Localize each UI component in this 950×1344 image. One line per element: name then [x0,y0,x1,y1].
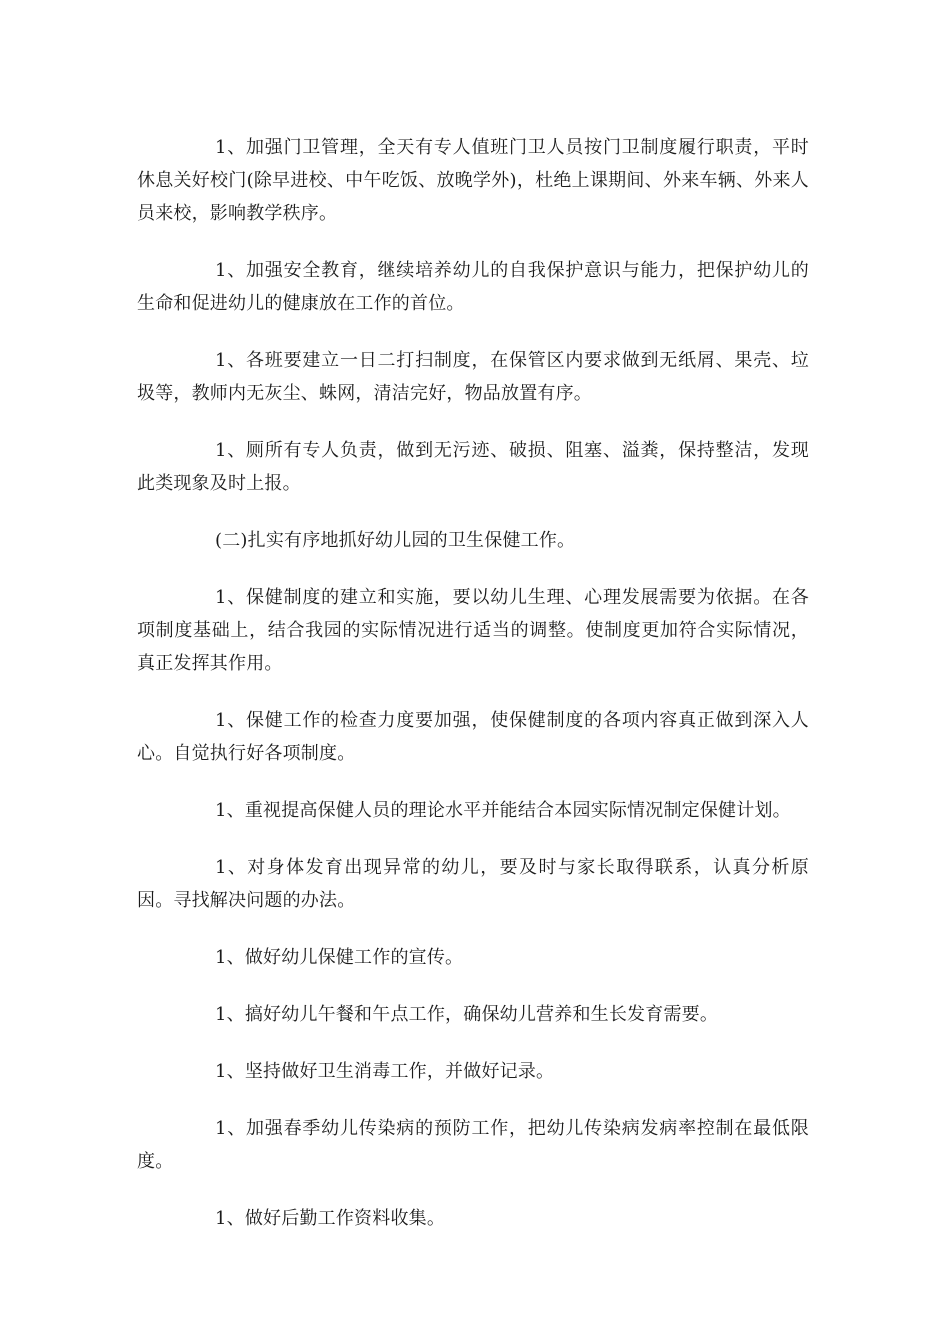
paragraph-health-system: 1、保健制度的建立和实施，要以幼儿生理、心理发展需要为依据。在各项制度基础上，结合我园的实际情况进行适当的调整。使制度更加符合实际情况，真正发挥其作用。 [137,587,809,674]
paragraph-disease-prevention: 1、加强春季幼儿传染病的预防工作，把幼儿传染病发病率控制在最低限度。 [137,1118,809,1172]
paragraph-health-inspection: 1、保健工作的检查力度要加强，使保健制度的各项内容真正做到深入人心。自觉执行好各项制度。 [137,710,809,764]
document-page [137,131,809,1259]
paragraph-class-cleaning: 1、各班要建立一日二打扫制度，在保管区内要求做到无纸屑、果壳、垃圾等，教师内无灰尘、蛛网，清洁完好，物品放置有序。 [137,350,809,404]
paragraph-meals: 1、搞好幼儿午餐和午点工作，确保幼儿营养和生长发育需要。 [215,1004,719,1025]
paragraph-disinfection: 1、坚持做好卫生消毒工作，并做好记录。 [215,1061,555,1082]
paragraph-gate-management: 1、加强门卫管理，全天有专人值班门卫人员按门卫制度履行职责，平时休息关好校门(除早进校、中午吃饭、放晚学外)，杜绝上课期间、外来车辆、外来人员来校，影响教学秩序。 [137,137,809,224]
paragraph-staff-training: 1、重视提高保健人员的理论水平并能结合本园实际情况制定保健计划。 [215,800,791,821]
paragraph-safety-education: 1、加强安全教育，继续培养幼儿的自我保护意识与能力，把保护幼儿的生命和促进幼儿的健康放在工作的首位。 [137,260,809,314]
paragraph-abnormal-development: 1、对身体发育出现异常的幼儿，要及时与家长取得联系，认真分析原因。寻找解决问题的办法。 [137,857,809,911]
paragraph-records: 1、做好后勤工作资料收集。 [215,1208,446,1229]
paragraph-toilet-duty: 1、厕所有专人负责，做到无污迹、破损、阻塞、溢粪，保持整洁，发现此类现象及时上报。 [137,440,809,494]
section-heading-health-care: (二)扎实有序地抓好幼儿园的卫生保健工作。 [215,530,576,551]
paragraph-health-publicity: 1、做好幼儿保健工作的宣传。 [215,947,464,968]
